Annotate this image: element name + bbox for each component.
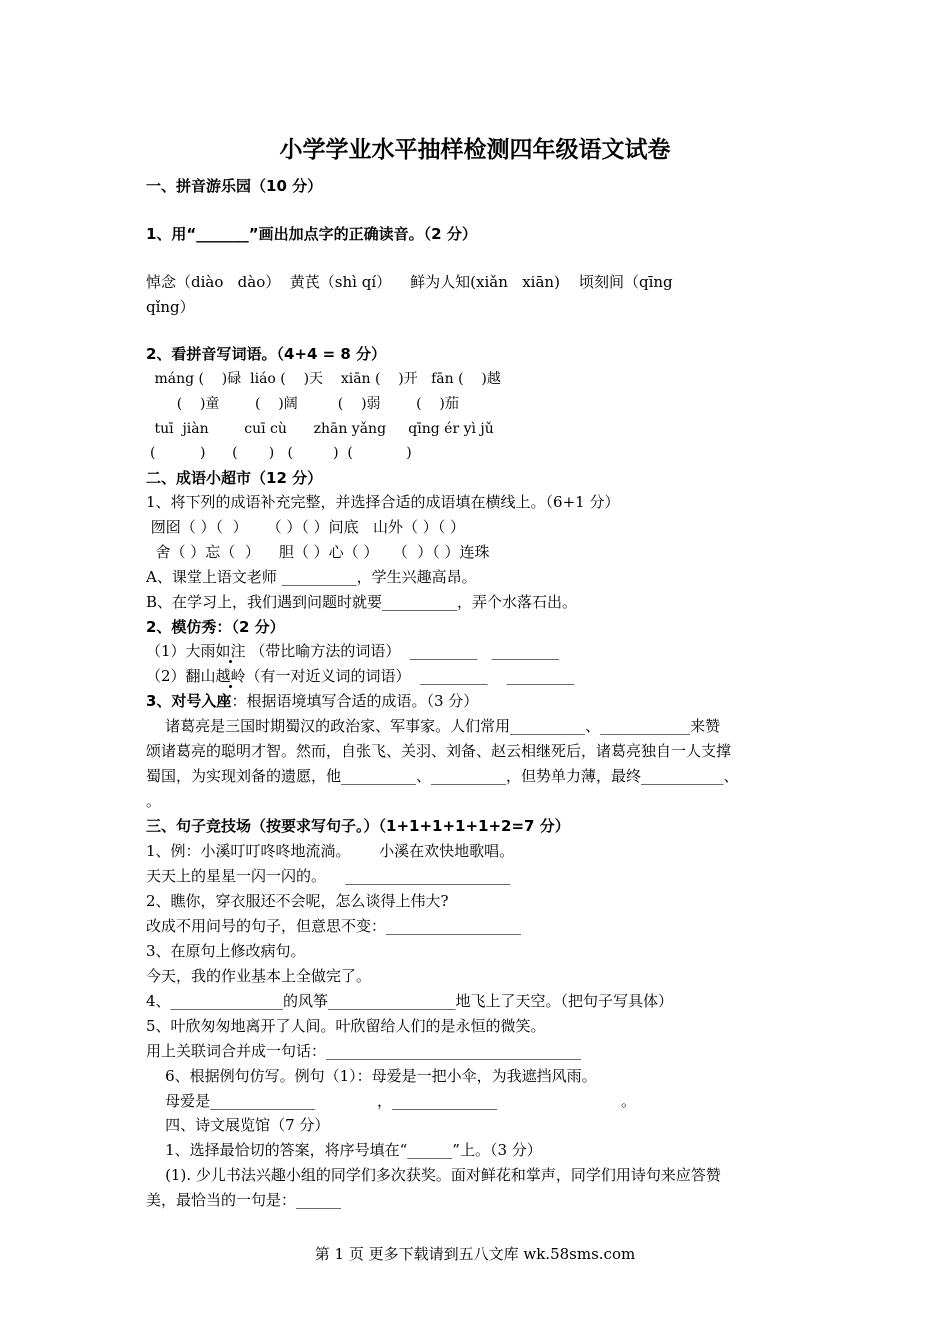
text-line: 1、选择最恰切的答案，将序号填在“______”上。（3 分） (146, 1141, 542, 1159)
text-line: 诸葛亮是三国时期蜀汉的政治家、军事家。人们常用__________、____________来赞 (146, 717, 721, 735)
text-line: 囫囵（ ）（ ） （ ）（ ）问底 山外（ ）（ ） (146, 518, 466, 536)
text-line: （1）大雨如注 （带比喻方法的词语） _________ _________ (146, 642, 560, 660)
text-line: 四、诗文展览馆（7 分） (146, 1116, 330, 1134)
text-line: 今天，我的作业基本上全做完了。 (146, 967, 372, 985)
emphasis-dot (229, 685, 232, 688)
text-line: 用上关联词合并成一句话：__________________________________ (146, 1042, 582, 1060)
text-line: qǐng） (146, 298, 195, 316)
text-line: 。 (146, 792, 162, 810)
text-line: ：根据语境填写合适的成语。（3 分） (231, 692, 479, 710)
text-line: 1、例：小溪叮叮咚咚地流淌。 小溪在欢快地歌唱。 (146, 842, 515, 860)
text-line: 4、_______________的风筝_________________地飞上了天空。（把句子写具体） (146, 992, 674, 1010)
text-line: (1). 少儿书法兴趣小组的同学们多次获奖。面对鲜花和掌声，同学们用诗句来应答赞 (146, 1166, 721, 1184)
section-heading: 二、成语小超市（12 分） (146, 469, 323, 487)
text-line: 3、在原句上修改病句。 (146, 942, 306, 960)
text-line: 6、根据例句仿写。例句（1）：母爱是一把小伞，为我遮挡风雨。 (146, 1067, 597, 1085)
text-line: máng ( )碌 liáo ( )天 xiān ( )开 fān ( )越 (150, 371, 501, 387)
text-line: 2、瞧你，穿衣服还不会呢，怎么谈得上伟大? (146, 892, 449, 910)
text-line (146, 691, 478, 711)
text-line: 母爱是______________ ，______________ 。 (146, 1092, 637, 1110)
section-heading: 2、模仿秀：（2 分） (146, 618, 285, 636)
text-line: ( ) ( ) ( ) ( ) (150, 445, 412, 461)
text-line: 5、叶欣匆匆地离开了人间。叶欣留给人们的是永恒的微笑。 (146, 1017, 546, 1035)
text-line: ( )童 ( )阔 ( )弱 ( )茄 (150, 396, 459, 412)
text-line: tuī jiàn cuī cù zhān yǎng qīng ér yì jǔ (150, 421, 494, 437)
text-line: A、课堂上语文老师 __________，学生兴趣高昂。 (146, 568, 477, 586)
text-line: 1、将下列的成语补充完整，并选择合适的成语填在横线上。（6+1 分） (146, 493, 620, 511)
text-line: 蜀国，为实现刘备的遗愿，他__________、__________，但势单力薄，最终___________、 (146, 767, 739, 785)
text-line: 改成不用问号的句子，但意思不变：__________________ (146, 917, 522, 935)
section-heading: 3、对号入座 (146, 692, 232, 710)
section-heading: 一、拼音游乐园（10 分） (146, 177, 323, 195)
section-heading: 1、用“_______”画出加点字的正确读音。（2 分） (146, 225, 477, 243)
text-line: 天天上的星星一闪一闪的。 ______________________ (146, 867, 511, 885)
text-line: 舍（ ）忘（ ） 胆（ ）心（ ） （ ）（ ）连珠 (146, 543, 490, 561)
text-line: B、在学习上，我们遇到问题时就要__________，弄个水落石出。 (146, 593, 578, 611)
page-title: 小学学业水平抽样检测四年级语文试卷 (279, 137, 671, 163)
page-footer: 第 1 页 更多下载请到五八文库 wk.58sms.com (314, 1245, 636, 1263)
text-line: 悼念（diào dào） 黄芪（shì qí） 鲜为人知(xiǎn xiān) 顷刻间（qīng (146, 273, 673, 291)
text-line: （2）翻山越岭（有一对近义词的词语） _________ _________ (146, 667, 575, 685)
section-heading: 2、看拼音写词语。（4+4 = 8 分） (146, 345, 387, 363)
section-heading: 三、句子竞技场（按要求写句子。）（1+1+1+1+1+2=7 分） (146, 817, 570, 835)
emphasis-dot (229, 660, 232, 663)
text-line: 颂诸葛亮的聪明才智。然而，自张飞、关羽、刘备、赵云相继死后，诸葛亮独自一人支撑 (146, 742, 732, 760)
text-line: 美，最恰当的一句是：______ (146, 1191, 342, 1209)
